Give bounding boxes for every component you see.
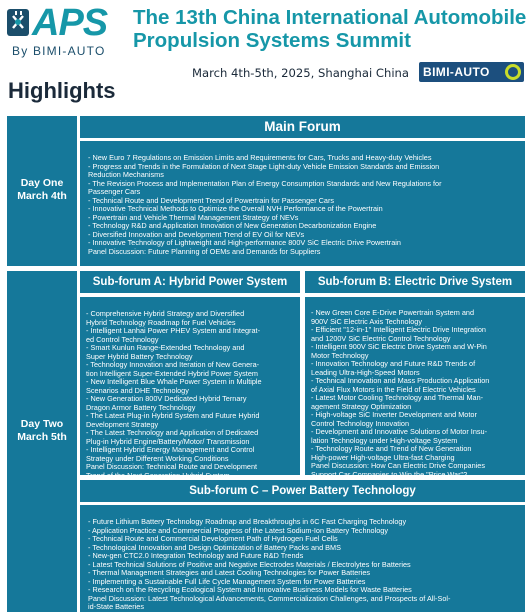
list-item: Panel Discussion: Latest Technological Advancements, Commercialization Challenges, and Prospects of All-Sol- (88, 593, 451, 603)
list-item: Hybrid Technology Roadmap for Fuel Vehicles (86, 317, 236, 327)
aps-logo (6, 2, 128, 58)
day-two-label (7, 418, 77, 444)
list-item: Panel Discussion: How Can Electric Drive Companies (311, 461, 485, 470)
list-item: Motor Technology (311, 350, 369, 360)
list-item: - Smart Kunlun Range-Extended Technology and (86, 343, 245, 352)
list-item: - New Intelligent Blue Whale Power System in Multiple (86, 377, 262, 386)
list-item: - Efficient "12-in-1" Intelligent Electric Drive Integration (311, 325, 486, 334)
list-item: - Technology R&D and Application Innovation of New Generation Decarbonization Engine (88, 221, 377, 230)
day-two-column (7, 271, 77, 612)
list-item: - New Green Core E-Drive Powertrain System and (311, 308, 475, 317)
list-item: - The Latest Plug-in Hybrid System and Future Hybrid (86, 411, 260, 420)
list-item: tion Intelligent Super-Extended Hybrid Power System (86, 368, 258, 378)
list-item: Reduction Mechanisms (88, 170, 164, 179)
list-item: - Innovative Technology of Lightweight and High-performance 800V SiC Electric Drive Powertrain (88, 238, 401, 247)
day-one-label (7, 177, 77, 203)
list-item: High-power High-voltage Ultra-fast Charging (311, 452, 455, 462)
list-item: Super Hybrid Battery Technology (86, 351, 193, 361)
day-one-name: Day One (20, 177, 64, 189)
logo-wordmark: APS (32, 2, 108, 44)
list-item: - Thermal Management Strategies and Latest Cooling Technologies for Power Batteries (88, 568, 371, 577)
list-item: id-State Batteries (88, 602, 144, 611)
list-item: - New-gen CTC2.0 Integration Technology and Future R&D Trends (88, 551, 304, 560)
list-item: - Technical Innovation and Mass Production Application (311, 376, 490, 385)
list-item: Development Strategy (86, 419, 159, 429)
list-item: Control Technology Innovation (311, 418, 410, 428)
list-item: - Intelligent 900V SiC Electric Drive System and W-Pin (311, 342, 487, 351)
header (0, 0, 532, 108)
list-item: Trend of the Next Generation Hybrid System (86, 470, 230, 480)
list-item: - Technical Route and Development Trend of Powertrain for Passenger Cars (88, 195, 335, 205)
bimi-auto-badge (419, 62, 524, 82)
list-item: Panel Discussion: Technical Route and Development (86, 462, 258, 471)
sub-forum-c-body (80, 505, 525, 612)
list-item: - Future Lithium Battery Technology Roadmap and Breakthroughs in 6C Fast Charging Technology (88, 517, 407, 526)
list-item: - Intelligent Lanhai Power PHEV System and Integrat- (86, 326, 260, 335)
sub-forum-c-title: Sub-forum C – Power Battery Technology (80, 480, 525, 502)
list-item: Leading Ultra-High-Speed Motors (311, 367, 420, 377)
list-item: Plug-in Hybrid Engine/Battery/Motor/ Transmission (86, 436, 250, 446)
list-item: - Progress and Trends in the Formulation of Next Stage Light-duty Vehicle Emission Standards and Emission (88, 161, 440, 171)
main-forum-body (80, 141, 525, 266)
list-item: - Technology Innovation and Iteration of New Genera- (86, 360, 260, 369)
sub-forum-b-body (305, 297, 525, 479)
list-item: Scenarios and DHE Technology (86, 385, 189, 395)
title-line-1: The 13th China International Automobile (133, 6, 527, 29)
list-item: and 1200V SiC Electric Control Technology (311, 333, 451, 343)
list-item: - The Revision Process and Implementation Plan of Energy Consumption Standards and New Regulations for (88, 178, 442, 188)
logo-subtitle: By BIMI-AUTO (12, 44, 106, 58)
plug-icon (6, 8, 32, 38)
badge-ring-icon (505, 64, 521, 80)
day-two-name: Day Two (20, 418, 64, 430)
list-item: agement Strategy Optimization (311, 401, 412, 411)
sub-forum-a-title: Sub-forum A: Hybrid Power System (80, 271, 300, 293)
list-item: - Powertrain and Vehicle Thermal Management Strategy of NEVs (88, 212, 299, 222)
list-item: ed Control Technology (86, 334, 159, 344)
list-item: - Technological Innovation and Design Optimization of Battery Packs and BMS (88, 542, 341, 552)
list-item: - Innovation Technology and Future R&D Trends of (311, 359, 476, 368)
list-item: - Innovative Technical Methods to Optimize the Overall NVH Performance of the Powertrain (88, 204, 383, 213)
list-item: - Latest Technical Solutions of Positive and Negative Electrodes Materials / Electrolytes for Batteries (88, 559, 411, 569)
list-item: - Diversified Innovation and Development Trend of EV Oil for NEVs (88, 229, 305, 239)
sub-forum-a-body (80, 297, 300, 480)
list-item: lation Technology under High-voltage System (311, 435, 458, 445)
list-item: - Technical Route and Commercial Development Path of Hydrogen Fuel Cells (88, 534, 338, 543)
title-line-2: Propulsion Systems Summit (133, 29, 411, 52)
list-item: - The Latest Technology and Application of Dedicated (86, 428, 259, 437)
day-two-date: March 5th (17, 431, 67, 443)
list-item: - Technology Route and Trend of New Generation (311, 444, 472, 453)
day-one-date: March 4th (17, 190, 67, 202)
list-item: Dragon Armor Battery Technology (86, 402, 196, 412)
main-forum-title: Main Forum (80, 116, 525, 138)
badge-text: BIMI-AUTO (423, 65, 490, 79)
list-item: Panel Discussion: Future Planning of OEMs and Demands for Suppliers (88, 246, 321, 256)
highlights-heading: Highlights (8, 78, 116, 103)
list-item: - Comprehensive Hybrid Strategy and Diversified (86, 309, 245, 318)
summit-title (133, 6, 529, 52)
list-item: - Research on the Recycling Ecological System and Innovative Business Models for Waste Batteries (88, 585, 412, 594)
sub-forum-a-list (86, 310, 294, 480)
list-item: Passenger Cars (88, 187, 141, 196)
list-item: - High-voltage SiC Inverter Development and Motor (311, 410, 477, 419)
sub-forum-b-title: Sub-forum B: Electric Drive System (305, 271, 525, 293)
list-item: of Axial Flux Motors in the Field of Electric Vehicles (311, 384, 476, 394)
list-item: - Latest Motor Cooling Technology and Thermal Man- (311, 393, 484, 402)
list-item: - New Generation 800V Dedicated Hybrid Ternary (86, 394, 247, 403)
list-item: - Application Practice and Commercial Progress of the Latest Sodium-Ion Battery Technology (88, 525, 388, 535)
list-item: 900V SiC Electric Axis Technology (311, 316, 422, 326)
main-forum-list (88, 154, 519, 256)
list-item: - Intelligent Hybrid Energy Management and Control (86, 445, 255, 454)
list-item: - Implementing a Sustainable Full Life Cycle Management System for Power Batteries (88, 576, 366, 586)
sub-forum-b-list (311, 309, 519, 479)
sub-forum-c-list (88, 518, 519, 612)
date-location: March 4th-5th, 2025, Shanghai China (192, 66, 409, 80)
list-item: - New Euro 7 Regulations on Emission Limits and Requirements for Cars, Trucks and Heavy-duty Vehicles (88, 153, 432, 162)
list-item: Strategy under Different Working Conditions (86, 453, 229, 463)
list-item: Support Car Companies to Win the "Price War"? (311, 469, 468, 479)
day-one-column (7, 116, 77, 266)
list-item: - Development and Innovative Solutions of Motor Insu- (311, 427, 488, 436)
